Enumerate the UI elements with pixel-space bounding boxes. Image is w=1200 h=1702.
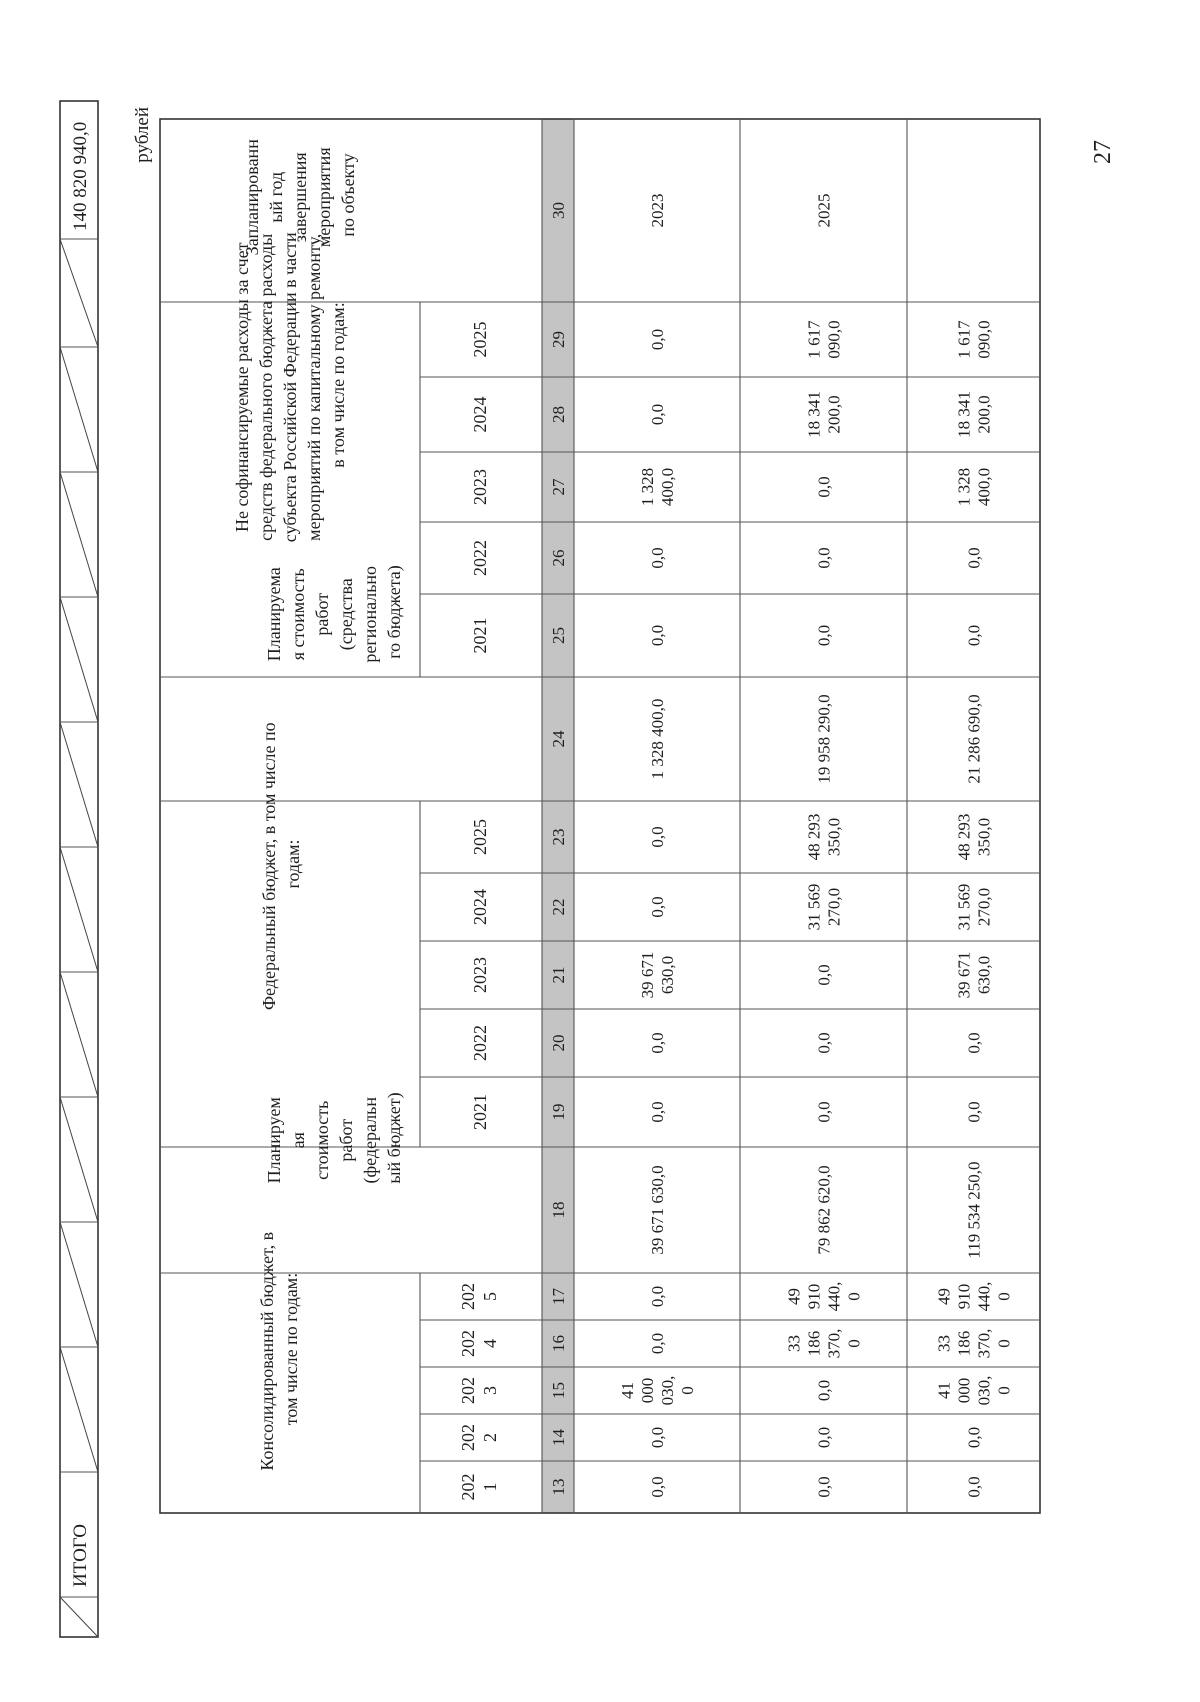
itogo-diagonal-fill: [60, 239, 98, 1637]
year-header-consolidated: 202 3: [458, 1377, 500, 1404]
itogo-row: [60, 101, 98, 1637]
itogo-diagonal: [60, 972, 98, 1097]
year-header-not-cofinanced: 2025: [470, 321, 490, 358]
table-cell: 0,0: [964, 624, 984, 647]
year-header-consolidated: 202 5: [458, 1283, 500, 1310]
table-cell: 0,0: [648, 826, 667, 848]
table-cell: 18 341200,0: [804, 391, 844, 438]
table-cell: 0,0: [814, 476, 834, 498]
group-header-not-cofinanced: Не софинансируемые расходы за счет средств федерального бюджета расходы субъекта Российской Федерации в части мероприятий по капитальному ремонту, в том числе по годам:: [232, 232, 348, 543]
table-cell: 0,0: [814, 964, 834, 986]
year-header-consolidated: 202 2: [458, 1424, 500, 1451]
column-number: 17: [549, 1288, 568, 1305]
column-number: 19: [549, 1103, 568, 1121]
table-cell: 49910440,0: [934, 1281, 1014, 1312]
table-cell: 2023: [648, 193, 667, 228]
itogo-diagonal: [60, 1097, 98, 1222]
itogo-diagonal: [60, 1222, 98, 1347]
year-header-not-cofinanced: 2022: [470, 540, 490, 576]
table-cell: 21 286 690,0: [964, 694, 984, 784]
table-cell: 0,0: [648, 896, 667, 918]
year-header-federal: 2022: [470, 1025, 490, 1061]
table-cell: 0,0: [648, 328, 667, 351]
table-cell: 0,0: [814, 1476, 834, 1498]
year-header-not-cofinanced: 2023: [470, 469, 490, 505]
table-cell: 0,0: [648, 403, 667, 426]
table-cell: 0,0: [648, 1332, 667, 1355]
year-header-federal: 2025: [470, 819, 490, 855]
column-number: 18: [549, 1201, 568, 1219]
table-cell: 79 862 620,0: [814, 1165, 834, 1255]
itogo-diagonal: [60, 347, 98, 472]
header-planned-year: Запланированн ый год завершения мероприятия по объекту: [242, 139, 358, 256]
group-header-consolidated: Консолидированный бюджет, в том числе по годам:: [257, 1231, 301, 1471]
column-number: 21: [549, 966, 568, 984]
itogo-diagonal: [60, 239, 98, 347]
group-header-federal: Федеральный бюджет, в том числе по годам:: [259, 722, 303, 1011]
column-number: 16: [549, 1335, 568, 1352]
table-cell: 41000030,0: [618, 1375, 697, 1406]
itogo-diagonal: [60, 847, 98, 972]
table-cell: 0,0: [964, 1476, 984, 1498]
header-planned-regional: Планируема я стоимость работ (средства регионально го бюджета): [264, 565, 404, 663]
table-cell: 0,0: [814, 1426, 834, 1449]
year-header-consolidated: 202 4: [458, 1330, 500, 1357]
table-cell: 0,0: [814, 624, 834, 647]
column-number: 27: [549, 478, 568, 496]
table-cell: 0,0: [814, 1032, 834, 1054]
column-number: 13: [549, 1478, 568, 1496]
table-cell: 0,0: [814, 1379, 834, 1402]
year-header-federal: 2023: [470, 957, 490, 993]
table-cell: 49910440,0: [784, 1281, 864, 1312]
column-number: 20: [549, 1034, 568, 1052]
column-number: 29: [549, 331, 568, 348]
column-number: 22: [549, 898, 568, 916]
table-cell: 0,0: [648, 1285, 667, 1308]
column-number: 25: [549, 627, 568, 644]
year-header-not-cofinanced: 2024: [470, 396, 490, 433]
table-cell: 31 569270,0: [804, 883, 844, 931]
itogo-diagonal: [60, 722, 98, 847]
column-number: 23: [549, 828, 568, 846]
table-cell: 0,0: [648, 1476, 667, 1498]
table-cell: 1 328 400,0: [648, 698, 667, 780]
table-cell: 0,0: [648, 1101, 667, 1123]
itogo-diagonal: [60, 1597, 98, 1637]
header-planned-federal: Планируем ая стоимость работ (федеральн ый бюджет): [264, 1092, 404, 1184]
table-cell: 0,0: [648, 1032, 667, 1054]
table-cell: 1 328400,0: [954, 467, 994, 507]
itogo-total-value: 140 820 940,0: [70, 121, 91, 231]
table-cell: 1 617090,0: [954, 320, 994, 359]
table-cell: 0,0: [964, 1426, 984, 1449]
table-cell: 1 328400,0: [638, 467, 677, 507]
table-cell: 33186370,0: [934, 1328, 1014, 1359]
table-cell: 39 671630,0: [954, 951, 994, 999]
table-cell: 39 671630,0: [638, 951, 677, 999]
year-header-not-cofinanced: 2021: [470, 617, 490, 654]
table-cell: 0,0: [964, 547, 984, 569]
column-number: 14: [549, 1429, 568, 1446]
table-cell: 0,0: [964, 1101, 984, 1123]
table-cell: 48 293350,0: [954, 813, 994, 861]
table-cell: 0,0: [814, 1101, 834, 1123]
table-cell: 2025: [814, 193, 834, 228]
itogo-diagonal: [60, 597, 98, 722]
table-cell: 18 341200,0: [954, 391, 994, 438]
year-header-federal: 2024: [470, 889, 490, 925]
table-cell: 31 569270,0: [954, 883, 994, 931]
table-cell: 0,0: [814, 547, 834, 569]
table-cell: 0,0: [648, 547, 667, 569]
table-cell: 48 293350,0: [804, 813, 844, 861]
units-label: рублей: [132, 107, 153, 163]
table-cell: 119 534 250,0: [964, 1161, 984, 1259]
column-number: 30: [549, 202, 568, 219]
budget-table: [160, 119, 1040, 1513]
column-number: 28: [549, 406, 568, 423]
column-number: 26: [549, 549, 568, 567]
table-cell: 1 617090,0: [804, 320, 844, 359]
table-cell: 0,0: [964, 1032, 984, 1054]
table-cell: 19 958 290,0: [814, 694, 834, 784]
table-cell: 39 671 630,0: [648, 1165, 667, 1255]
column-number: 24: [549, 730, 568, 748]
year-header-federal: 2021: [470, 1094, 490, 1130]
table-cell: 41000030,0: [934, 1375, 1014, 1406]
itogo-label: ИТОГО: [70, 1523, 91, 1587]
itogo-diagonal: [60, 1347, 98, 1472]
table-cells: [458, 194, 1014, 1501]
table-cell: 0,0: [648, 624, 667, 647]
table-cell: 0,0: [648, 1426, 667, 1449]
column-number: 15: [549, 1382, 568, 1399]
year-header-consolidated: 202 1: [458, 1473, 500, 1501]
table-cell: 33186370,0: [784, 1328, 864, 1359]
itogo-diagonal: [60, 472, 98, 597]
page-number: 27: [1090, 140, 1116, 164]
